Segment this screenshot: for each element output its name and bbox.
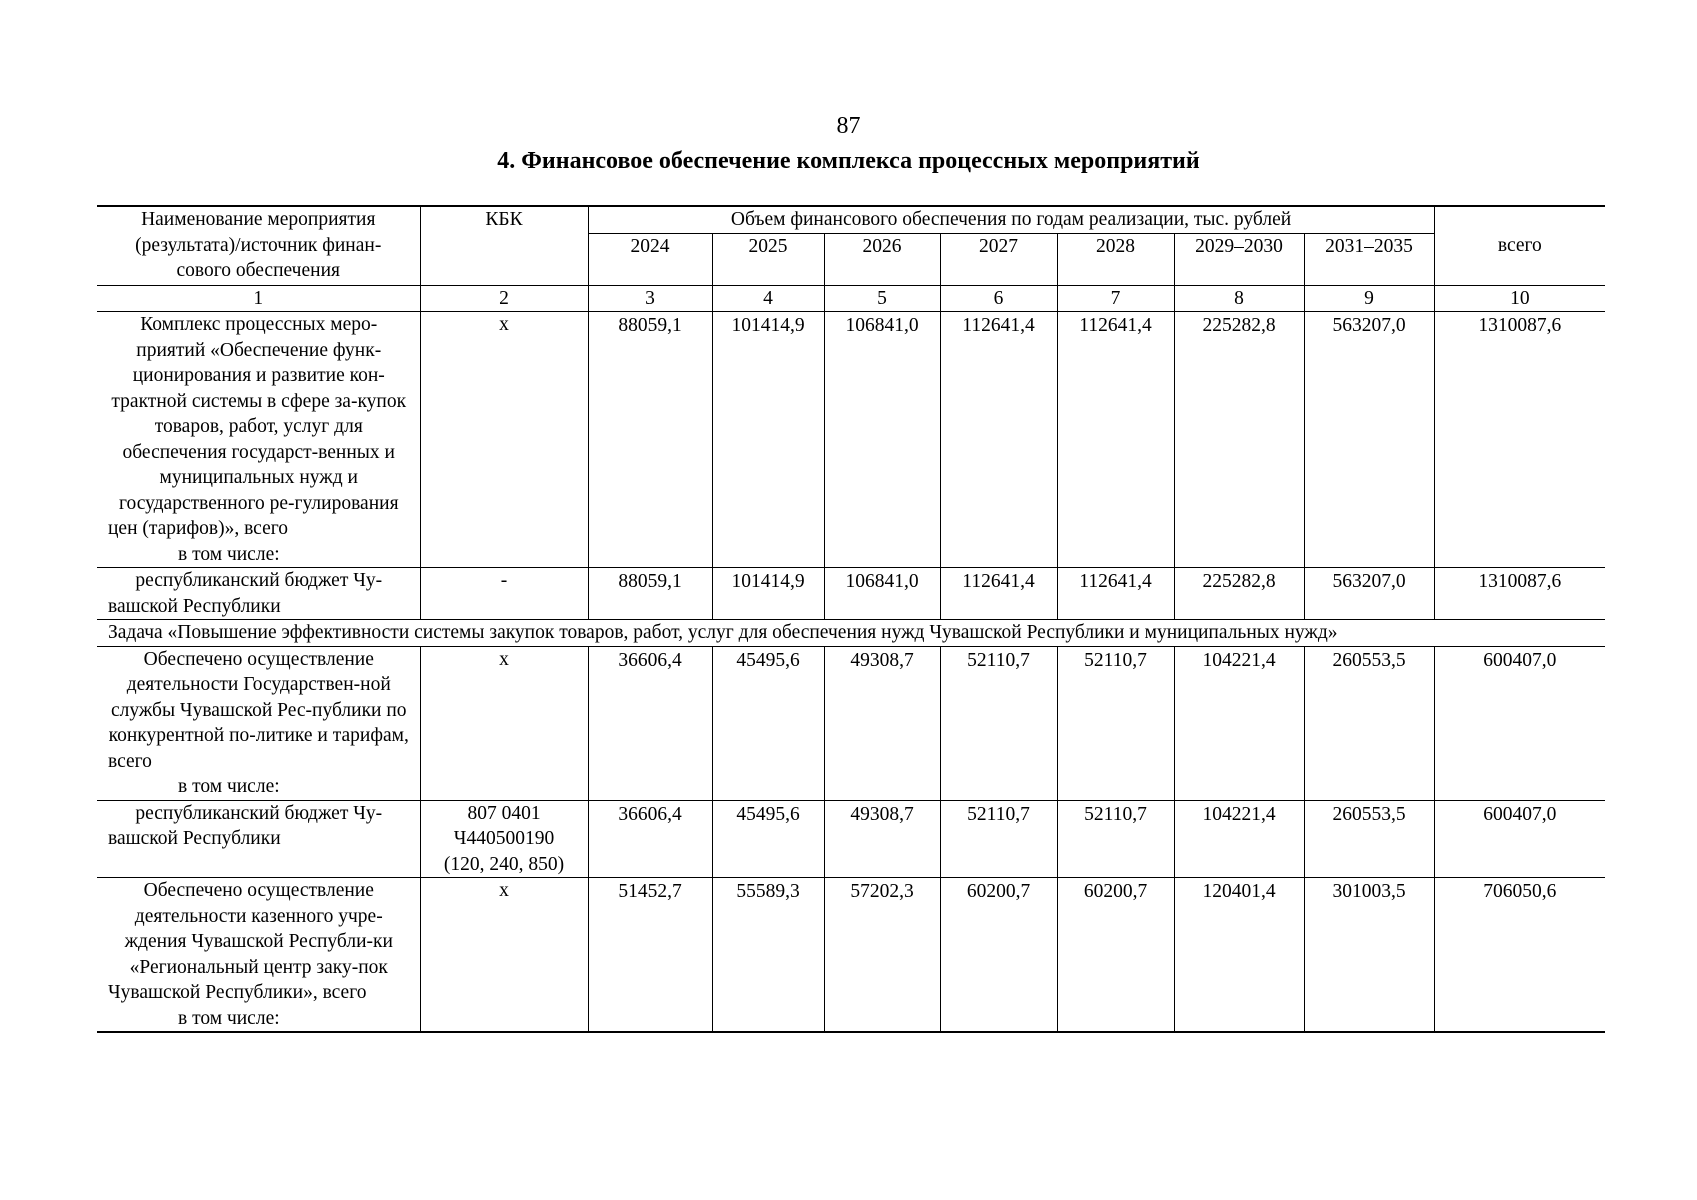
value-cell: 104221,4 — [1174, 800, 1304, 878]
value-cell: 1310087,6 — [1434, 568, 1605, 620]
header-year: 2025 — [712, 233, 824, 285]
row-kbk: - — [420, 568, 588, 620]
column-number: 2 — [420, 285, 588, 312]
value-cell: 60200,7 — [940, 878, 1057, 1033]
header-year: 2031–2035 — [1304, 233, 1434, 285]
value-cell: 55589,3 — [712, 878, 824, 1033]
value-cell: 52110,7 — [940, 800, 1057, 878]
column-number: 6 — [940, 285, 1057, 312]
value-cell: 112641,4 — [1057, 568, 1174, 620]
row-kbk — [420, 800, 588, 878]
value-cell: 104221,4 — [1174, 646, 1304, 800]
header-row — [97, 206, 1605, 233]
column-number: 4 — [712, 285, 824, 312]
value-cell: 60200,7 — [1057, 878, 1174, 1033]
row-name: Обеспечено осуществление деятельности казенного учре-ждения Чувашской Республи-ки «Региональный центр заку-пок Чувашской Республики», всего — [108, 880, 393, 1003]
financing-table — [97, 205, 1605, 1033]
header-year: 2029–2030 — [1174, 233, 1304, 285]
row-kbk: x — [420, 878, 588, 1033]
row-name-cell — [97, 646, 420, 800]
row-kbk: x — [420, 312, 588, 568]
value-cell: 120401,4 — [1174, 878, 1304, 1033]
value-cell: 51452,7 — [588, 878, 712, 1033]
column-number: 7 — [1057, 285, 1174, 312]
including-label: в том числе: — [178, 543, 280, 565]
row-name: республиканский бюджет Чу-вашской Республики — [108, 802, 383, 849]
value-cell: 49308,7 — [824, 646, 940, 800]
value-cell: 260553,5 — [1304, 646, 1434, 800]
header-year: 2028 — [1057, 233, 1174, 285]
value-cell: 1310087,6 — [1434, 312, 1605, 568]
table-row — [97, 878, 1605, 1033]
column-number: 5 — [824, 285, 940, 312]
header-year: 2026 — [824, 233, 940, 285]
value-cell: 101414,9 — [712, 568, 824, 620]
value-cell: 88059,1 — [588, 568, 712, 620]
column-numbers-row — [97, 285, 1605, 312]
column-number: 1 — [97, 285, 420, 312]
row-name: республиканский бюджет Чу-вашской Республики — [108, 570, 383, 617]
value-cell: 106841,0 — [824, 568, 940, 620]
section-title: 4. Финансовое обеспечение комплекса процессных мероприятий — [497, 148, 1200, 174]
value-cell: 52110,7 — [1057, 800, 1174, 878]
kbk-line: 807 0401 — [467, 802, 541, 824]
value-cell: 52110,7 — [940, 646, 1057, 800]
row-name-cell — [97, 568, 420, 620]
task-row — [97, 620, 1605, 647]
value-cell: 563207,0 — [1304, 568, 1434, 620]
value-cell: 36606,4 — [588, 800, 712, 878]
row-name-cell — [97, 878, 420, 1033]
value-cell: 36606,4 — [588, 646, 712, 800]
value-cell: 112641,4 — [940, 568, 1057, 620]
header-name: Наименование мероприятия (результата)/источник финан-сового обеспечения — [97, 206, 420, 285]
column-number: 3 — [588, 285, 712, 312]
value-cell: 112641,4 — [1057, 312, 1174, 568]
value-cell: 706050,6 — [1434, 878, 1605, 1033]
row-name-cell — [97, 312, 420, 568]
value-cell: 112641,4 — [940, 312, 1057, 568]
including-label: в том числе: — [178, 776, 280, 797]
header-year: 2027 — [940, 233, 1057, 285]
value-cell: 301003,5 — [1304, 878, 1434, 1033]
page-number: 87 — [836, 113, 861, 139]
table-row — [97, 800, 1605, 878]
value-cell: 45495,6 — [712, 800, 824, 878]
value-cell: 225282,8 — [1174, 568, 1304, 620]
value-cell: 225282,8 — [1174, 312, 1304, 568]
value-cell: 88059,1 — [588, 312, 712, 568]
row-name: Комплекс процессных меро-приятий «Обеспечение функ-ционирования и развитие кон-трактной системы в сфере за-купок товаров, работ, услуг для обеспечения государст-венных и муниципальных нужд и государственного ре-гулирования цен (тарифов)», всего — [108, 314, 407, 539]
row-name: Обеспечено осуществление деятельности Государствен-ной службы Чувашской Рес-публики по конкурентной по-литике и тарифам, всего — [108, 648, 409, 772]
value-cell: 101414,9 — [712, 312, 824, 568]
including-label: в том числе: — [178, 1007, 280, 1029]
header-year: 2024 — [588, 233, 712, 285]
column-number: 8 — [1174, 285, 1304, 312]
task-title: Задача «Повышение эффективности системы закупок товаров, работ, услуг для обеспечения нужд Чувашской Республики и муниципальных нужд» — [97, 620, 1605, 647]
row-name-cell — [97, 800, 420, 878]
header-empty — [1434, 206, 1605, 233]
value-cell: 49308,7 — [824, 800, 940, 878]
table-row — [97, 568, 1605, 620]
value-cell: 600407,0 — [1434, 646, 1605, 800]
value-cell: 106841,0 — [824, 312, 940, 568]
column-number: 9 — [1304, 285, 1434, 312]
value-cell: 563207,0 — [1304, 312, 1434, 568]
row-kbk: x — [420, 646, 588, 800]
kbk-line: Ч440500190 — [453, 828, 555, 849]
value-cell: 45495,6 — [712, 646, 824, 800]
header-total: всего — [1434, 233, 1605, 285]
value-cell: 600407,0 — [1434, 800, 1605, 878]
column-number: 10 — [1434, 285, 1605, 312]
header-kbk: КБК — [420, 206, 588, 285]
table-row — [97, 646, 1605, 800]
kbk-line: (120, 240, 850) — [443, 853, 565, 875]
value-cell: 52110,7 — [1057, 646, 1174, 800]
table-row — [97, 312, 1605, 568]
header-volume: Объем финансового обеспечения по годам реализации, тыс. рублей — [588, 206, 1434, 233]
value-cell: 260553,5 — [1304, 800, 1434, 878]
value-cell: 57202,3 — [824, 878, 940, 1033]
